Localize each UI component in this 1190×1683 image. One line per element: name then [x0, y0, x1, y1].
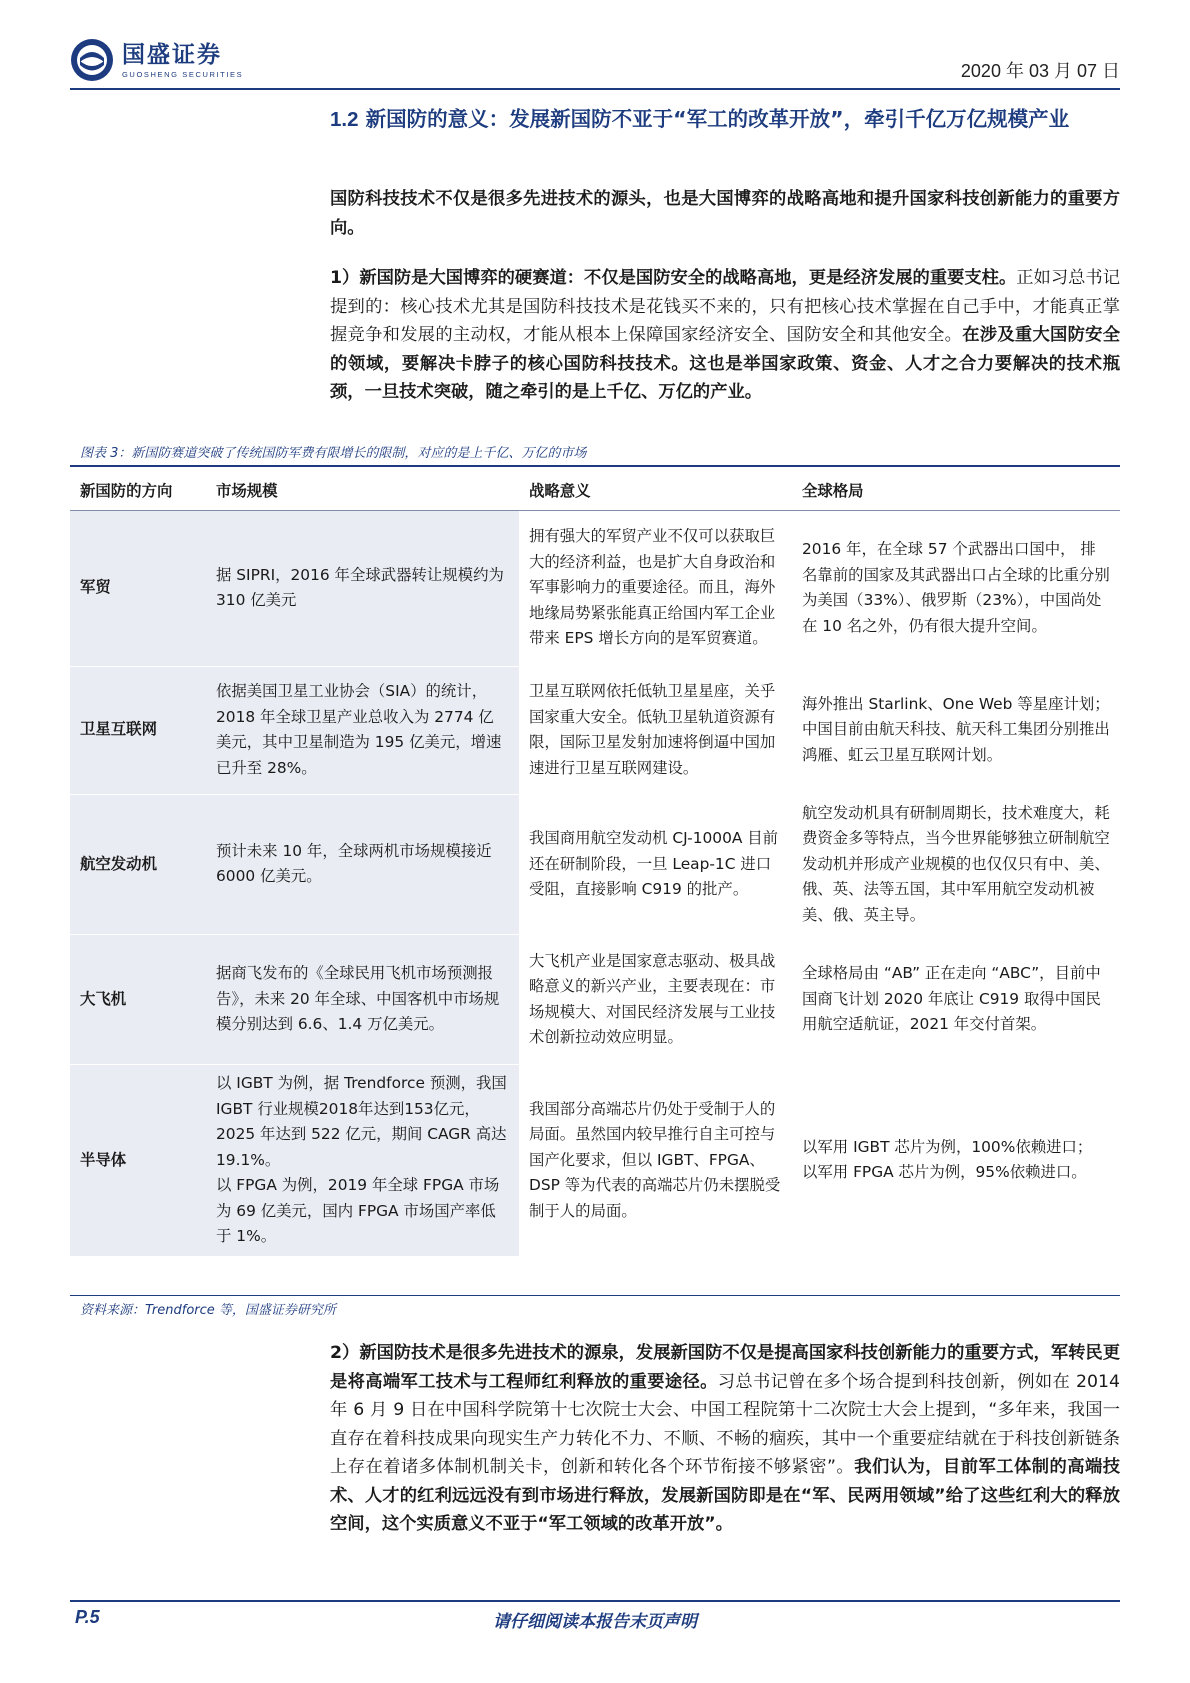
intro-paragraph: 国防科技技术不仅是很多先进技术的源头，也是大国博弈的战略高地和提升国家科技创新能力的重要方向。: [330, 189, 1120, 238]
table-row: [70, 935, 1120, 1065]
cell-strategy: 拥有强大的军贸产业不仅可以获取巨大的经济利益，也是扩大自身政治和军事影响力的重要途径。而且，海外地缘局势紧张能真正给国内军工企业带来 EPS 增长方向的是军贸赛道。: [529, 527, 776, 648]
cell-market: 以 IGBT 为例，据 Trendforce 预测，我国 IGBT 行业规模2018年达到153亿元，2025 年达到 522 亿元，期间 CAGR 高达 19.1%。 以 FPGA 为例，2019 年全球 FPGA 市场为 69 亿美元，国内 FPGA 市场国产率低于 1%。: [216, 1074, 507, 1245]
cell-direction: 半导体: [70, 1065, 206, 1256]
guosheng-logo-icon: [70, 38, 114, 82]
table-row: [70, 794, 1120, 935]
paragraph-2-tail: 我们认为，目前军工体制的高端技术、人才的红利远远没有到市场进行释放，发展新国防即是在“军、民两用领域”给了这些红利大的释放空间，这个实质意义不亚于“军工领域的改革开放”。: [330, 1457, 1120, 1534]
cell-direction: 航空发动机: [70, 794, 206, 935]
market-table: [70, 470, 1120, 1256]
table-header-row: [70, 470, 1120, 510]
header-divider: [70, 88, 1120, 90]
cell-strategy: 我国商用航空发动机 CJ-1000A 目前还在研制阶段，一旦 Leap-1C 进口受阻，直接影响 C919 的批产。: [529, 829, 779, 898]
page-number: P.5: [75, 1607, 100, 1627]
disclaimer-note: 请仔细阅读本报告末页声明: [493, 1612, 697, 1632]
paragraph-1-lead: 1）新国防是大国博弈的硬赛道：不仅是国防安全的战略高地，更是经济发展的重要支柱。: [330, 268, 1017, 288]
brand-name-cn: 国盛证券: [122, 41, 222, 68]
header-market: 市场规模: [206, 470, 519, 510]
cell-direction: 军贸: [70, 510, 206, 666]
paragraph-1: [330, 264, 1120, 407]
cell-global: 航空发动机具有研制周期长，技术难度大，耗费资金多等特点，当今世界能够独立研制航空发动机并形成产业规模的也仅仅只有中、美、俄、英、法等五国，其中军用航空发动机被美、俄、英主导。: [802, 803, 1110, 924]
figure-top-rule: [70, 465, 1120, 467]
header-direction: 新国防的方向: [70, 470, 206, 510]
cell-global: 海外推出 Starlink、One Web 等星座计划；中国目前由航天科技、航天科工集团分别推出鸿雁、虹云卫星互联网计划。: [802, 694, 1110, 764]
cell-direction: 大飞机: [70, 935, 206, 1065]
cell-direction: 卫星互联网: [70, 666, 206, 794]
header-strategy: 战略意义: [519, 470, 792, 510]
cell-strategy: 卫星互联网依托低轨卫星星座，关乎国家重大安全。低轨卫星轨道资源有限，国际卫星发射加速将倒逼中国加速进行卫星互联网建设。: [529, 682, 776, 777]
cell-strategy: 我国部分高端芯片仍处于受制于人的局面。虽然国内较早推行自主可控与国产化要求，但以 IGBT、FPGA、DSP 等为代表的高端芯片仍未摆脱受制于人的局面。: [529, 1099, 781, 1220]
paragraph-2-lead: 2）新国防技术是很多先进技术的源泉，发展新国防不仅是提高国家科技创新能力的重要方式，军转民更是将高端军工技术与工程师红利释放的重要途径。: [330, 1343, 1120, 1392]
cell-market: 据商飞发布的《全球民用飞机市场预测报告》，未来 20 年全球、中国客机中市场规模分别达到 6.6、1.4 万亿美元。: [216, 964, 500, 1034]
table-row: [70, 666, 1120, 794]
table-row: [70, 510, 1120, 666]
cell-market: 据 SIPRI，2016 年全球武器转让规模约为 310 亿美元: [216, 565, 504, 609]
cell-global: 全球格局由 “AB” 正在走向 “ABC”，目前中国商飞计划 2020 年底让 C919 取得中国民用航空适航证，2021 年交付首架。: [802, 964, 1101, 1034]
section-title: [330, 103, 1120, 136]
page-header: [70, 30, 1120, 92]
section-title-text: 新国防的意义：发展新国防不亚于“军工的改革开放”，牵引千亿万亿规模产业: [365, 107, 1070, 131]
cell-market: 预计未来 10 年，全球两机市场规模接近 6000 亿美元。: [216, 841, 492, 886]
figure-caption: 图表 3：新国防赛道突破了传统国防军费有限增长的限制，对应的是上千亿、万亿的市场: [80, 446, 587, 461]
paragraph-1-tail: 在涉及重大国防安全的领域，要解决卡脖子的核心国防科技技术。这也是举国家政策、资金、人才之合力要解决的技术瓶颈，一旦技术突破，随之牵引的是上千亿、万亿的产业。: [330, 325, 1120, 402]
brand-logo: [70, 38, 243, 82]
figure-source: 资料来源：Trendforce 等，国盛证券研究所: [80, 1303, 336, 1318]
report-date: 2020 年 03 月 07 日: [960, 61, 1120, 81]
footer-divider: [70, 1600, 1120, 1602]
table-row: [70, 1065, 1120, 1256]
cell-global: 2016 年，在全球 57 个武器出口国中， 排名靠前的国家及其武器出口占全球的比重分别为美国（33%）、俄罗斯（23%），中国尚处在 10 名之外，仍有很大提升空间。: [802, 540, 1110, 635]
paragraph-2: [330, 1339, 1120, 1539]
section-number: 1.2: [330, 108, 359, 131]
cell-market: 依据美国卫星工业协会（SIA）的统计，2018 年全球卫星产业总收入为 2774 亿美元，其中卫星制造为 195 亿美元，增速已升至 28%。: [216, 682, 502, 777]
figure-bottom-rule: [70, 1295, 1120, 1296]
cell-strategy: 大飞机产业是国家意志驱动、极具战略意义的新兴产业，主要表现在：市场规模大、对国民经济发展与工业技术创新拉动效应明显。: [529, 951, 776, 1046]
paragraph-1-body: 正如习总书记提到的：核心技术尤其是国防科技技术是花钱买不来的，只有把核心技术掌握在自己手中，才能真正掌握竞争和发展的主动权，才能从根本上保障国家经济安全、国防安全和其他安全。: [330, 268, 1120, 345]
brand-name-en: GUOSHENG SECURITIES: [122, 69, 244, 79]
paragraph-2-body: 习总书记曾在多个场合提到科技创新，例如在 2014 年 6 月 9 日在中国科学院第十七次院士大会、中国工程院第十二次院士大会上提到，“多年来，我国一直存在着科技成果向现实生产力转化不力、不顺、不畅的痼疾，其中一个重要症结就在于科技创新链条上存在着诸多体制机制关卡，创新和转化各个环节衔接不够紧密”。: [330, 1371, 1120, 1477]
header-global: 全球格局: [792, 470, 1120, 510]
cell-global: 以军用 IGBT 芯片为例，100%依赖进口； 以军用 FPGA 芯片为例，95%依赖进口。: [802, 1137, 1093, 1182]
